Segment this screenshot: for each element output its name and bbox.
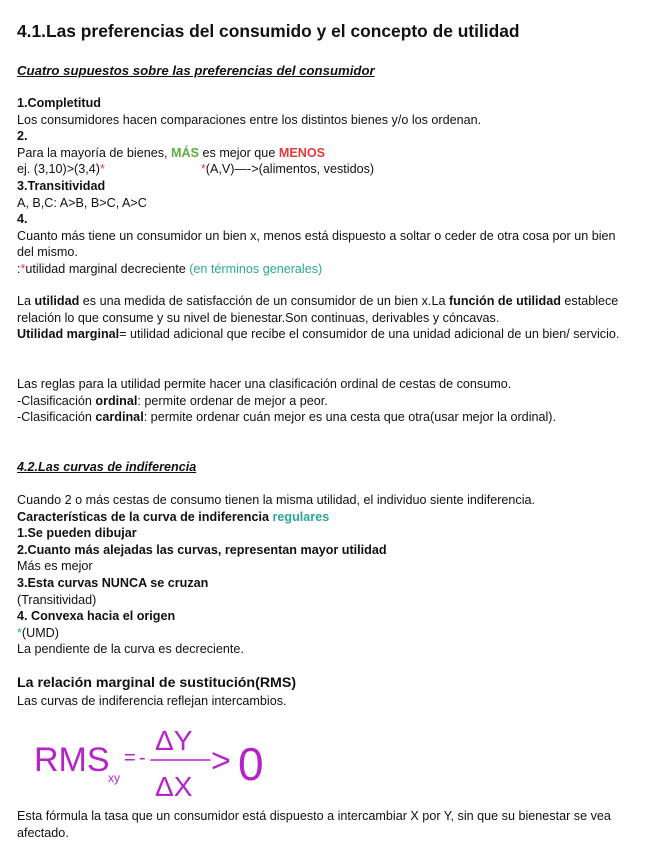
card-a: -Clasificación	[17, 410, 92, 425]
reglas-intro: Las reglas para la utilidad permite hacer una clasificación ordinal de cestas de consumo.	[17, 377, 512, 391]
supuesto-4-title: 4.	[17, 212, 28, 227]
util-bold-funcion: función de utilidad	[448, 294, 561, 308]
caracteristica-2: 2.Cuanto más alejadas las curvas, representan mayor utilidad	[17, 542, 387, 557]
pendiente-note: La pendiente de la curva es decreciente.	[17, 642, 244, 657]
star-mark: *	[99, 162, 105, 177]
caracteristicas-regulares: regulares	[272, 509, 330, 524]
formula-greater-than: >	[211, 742, 231, 780]
section-heading-text: 4.2.Las curvas de indiferencia	[17, 460, 197, 474]
caracteristica-4: 4. Convexa hacia el origen	[17, 609, 176, 624]
formula-numerator: ΔY	[155, 726, 193, 756]
formula-rms-label: RMS	[34, 741, 110, 779]
card-c: : permite ordenar cuán mejor es una cesta que otra(usar mejor la ordinal).	[143, 410, 556, 425]
supuesto-2-title: 2.	[17, 129, 28, 144]
rms-text: Las curvas de indiferencia reflejan intercambios.	[17, 694, 287, 708]
umd-note: (UMD)	[21, 625, 59, 640]
caracteristica-4-note	[17, 625, 632, 642]
clasificacion-cardinal	[17, 409, 632, 426]
util-text-a: La	[17, 294, 32, 308]
curvas-list	[17, 492, 632, 658]
ord-c: : permite ordenar de mejor a peor.	[137, 393, 328, 408]
menos-highlight: MENOS	[278, 145, 326, 160]
supuesto-1-title: 1.Completitud	[17, 96, 101, 110]
curvas-intro: Cuando 2 o más cestas de consumo tienen la misma utilidad, el individuo siente indiferencia.	[17, 493, 536, 507]
utilidad-definition	[17, 293, 632, 326]
rms-formula	[34, 726, 294, 804]
formula-denominator: ΔX	[155, 771, 193, 802]
supuesto-3-text: A, B,C: A>B, B>C, A>C	[17, 195, 147, 210]
ord-b: ordinal	[95, 393, 138, 408]
example-b: (A,V)—->(alimentos, vestidos)	[205, 162, 375, 177]
star-mark: *	[200, 162, 206, 177]
star-mark: *	[17, 625, 22, 640]
note-teal: (en términos generales)	[189, 261, 323, 276]
caracteristica-1: 1.Se pueden dibujar	[17, 526, 137, 541]
formula-minus: -	[139, 747, 146, 769]
clasificacion-ordinal	[17, 393, 632, 410]
example-a: ej. (3,10)>(3,4)	[17, 162, 100, 177]
caracteristica-3-note: (Transitividad)	[17, 592, 97, 607]
supuesto-2-pre: Para la mayoría de bienes,	[17, 145, 168, 160]
formula-equals: =	[124, 747, 136, 769]
supuesto-2-text	[17, 145, 632, 162]
supuesto-2-example	[17, 161, 632, 178]
supuesto-2-mid: es mejor que	[202, 145, 276, 160]
page-title: 4.1.Las preferencias del consumido y el concepto de utilidad	[17, 21, 520, 41]
note-umd: utilidad marginal decreciente	[25, 261, 186, 276]
rms-heading: La relación marginal de sustitución(RMS)	[17, 675, 297, 691]
caracteristica-2-note: Más es mejor	[17, 559, 93, 574]
util-marginal-label: Utilidad marginal	[17, 327, 120, 342]
star-mark: *	[20, 261, 26, 276]
supuesto-4-note	[17, 261, 632, 278]
formula-subscript: xy	[108, 771, 120, 785]
util-bold-utilidad: utilidad	[34, 294, 80, 308]
caracteristica-3: 3.Esta curvas NUNCA se cruzan	[17, 575, 209, 590]
supuesto-4-text: Cuanto más tiene un consumidor un bien x, menos está dispuesto a soltar o ceder de otra cosa por un bien del mismo.	[17, 228, 616, 260]
section-heading-text: Cuatro supuestos sobre las preferencias del consumidor	[17, 63, 375, 78]
reglas-paragraph	[17, 376, 632, 426]
caracteristicas-heading	[17, 509, 632, 526]
caracteristicas-label: Características de la curva de indiferencia	[17, 509, 269, 524]
mas-highlight: MÁS	[171, 145, 200, 160]
util-text-c: es una medida de satisfacción de un consumidor de un bien x.La	[82, 294, 446, 308]
util-text-e: establece relación lo que consume y su nivel de bienestar.Son continuas, derivables y cóncavas.	[17, 294, 619, 325]
card-b: cardinal	[95, 410, 144, 425]
ord-a: -Clasificación	[17, 393, 92, 408]
section-heading-curvas	[17, 459, 632, 476]
supuestos-list	[17, 95, 632, 278]
utilidad-paragraph	[17, 293, 632, 343]
util-marginal-text: = utilidad adicional que recibe el consumidor de una unidad adicional de un bien/ servicio.	[119, 327, 620, 342]
formula-zero: 0	[238, 738, 264, 790]
section-heading-supuestos	[17, 63, 632, 80]
supuesto-1-text: Los consumidores hacen comparaciones entre los distintos bienes y/o los ordenan.	[17, 112, 482, 127]
note-colon: :	[17, 261, 21, 276]
rms-closing: Esta fórmula la tasa que un consumidor está dispuesto a intercambiar X por Y, sin que su bienestar se vea afectado.	[17, 809, 611, 840]
utilidad-marginal-definition	[17, 326, 632, 343]
supuesto-3-title: 3.Transitividad	[17, 178, 106, 193]
